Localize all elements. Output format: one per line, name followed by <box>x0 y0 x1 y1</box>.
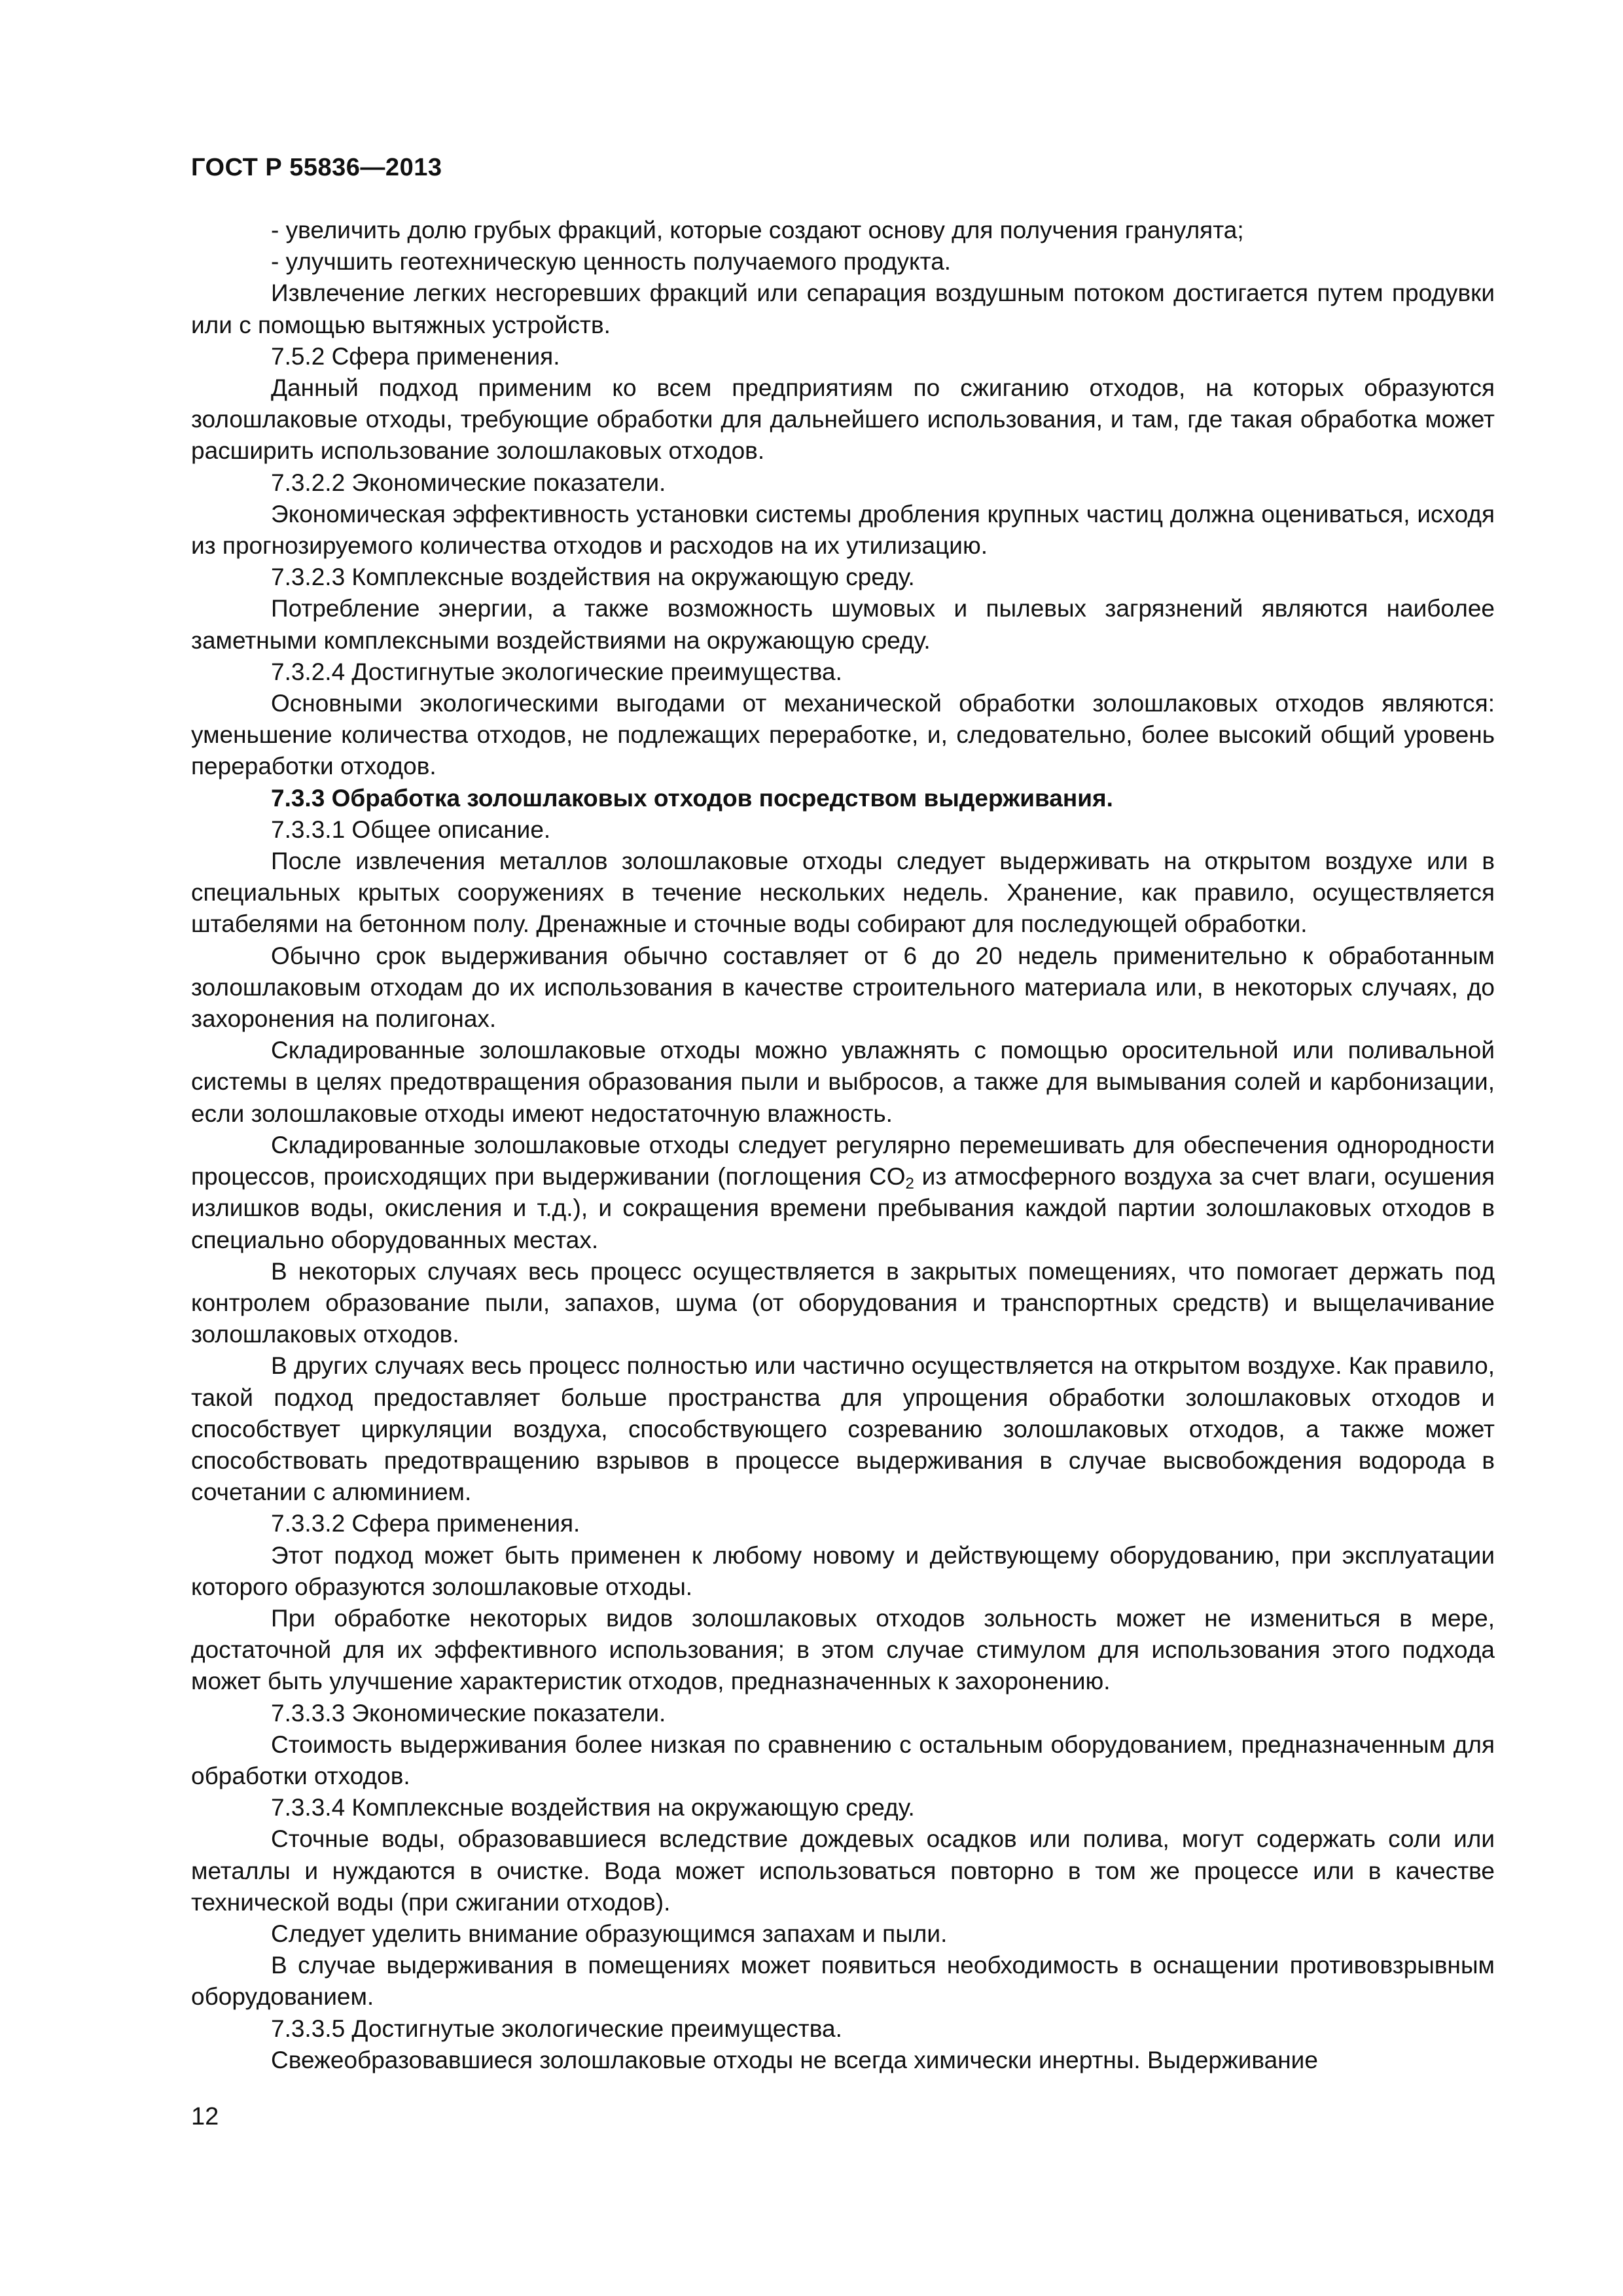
paragraph: Извлечение легких несгоревших фракций или сепарация воздушным потоком достигается путем продувки или с помощью вытяжных устройств. <box>191 279 1495 338</box>
paragraph-part: Складированные золошлаковые отходы следует регулярно перемешивать для обеспечения однородности процессов, происходящих при выдерживании (поглощения CO <box>191 1131 1495 1191</box>
paragraph: - улучшить геотехническую ценность получаемого продукта. <box>271 248 952 276</box>
paragraph: Данный подход применим ко всем предприятиям по сжиганию отходов, на которых образуются золошлаковые отходы, требующие обработки для дальнейшего использования, и там, где такая обработка может расширить использование золошлаковых отходов. <box>191 374 1495 465</box>
paragraph: - увеличить долю грубых фракций, которые создают основу для получения гранулята; <box>271 217 1244 243</box>
paragraph: В случае выдерживания в помещениях может появиться необходимость в оснащении противовзрывным оборудованием. <box>191 1952 1495 2011</box>
section-heading: 7.3.2.4 Достигнутые экологические преимущества. <box>271 658 842 685</box>
paragraph-co2 <box>191 1130 1495 1256</box>
paragraph: Стоимость выдерживания более низкая по сравнению с остальным оборудованием, предназначенным для обработки отходов. <box>191 1731 1495 1789</box>
paragraph: После извлечения металлов золошлаковые отходы следует выдерживать на открытом воздухе или в специальных крытых сооружениях в течение нескольких недель. Хранение, как правило, осуществляется штабелями на бетонном полу. Дренажные и сточные воды собирают для последующей обработки. <box>191 848 1495 938</box>
paragraph: В некоторых случаях весь процесс осуществляется в закрытых помещениях, что помогает держать под контролем образование пыли, запахов, шума (от оборудования и транспортных средств) и выщелачивание золошлаковых отходов. <box>191 1257 1495 1348</box>
document-header: ГОСТ Р 55836—2013 <box>191 154 442 181</box>
paragraph: Основными экологическими выгодами от механической обработки золошлаковых отходов являются: уменьшение количества отходов, не подлежащих переработке, и, следовательно, более высокий общий уровень переработки отходов. <box>191 690 1495 780</box>
paragraph: Этот подход может быть применен к любому новому и действующему оборудованию, при эксплуатации которого образуются золошлаковые отходы. <box>191 1541 1495 1600</box>
section-heading: 7.3.3.3 Экономические показатели. <box>271 1699 666 1727</box>
section-title: 7.3.3 Обработка золошлаковых отходов посредством выдерживания. <box>271 784 1113 812</box>
paragraph: В других случаях весь процесс полностью или частично осуществляется на открытом воздухе. Как правило, такой подход предоставляет больше пространства для упрощения обработки золошлаковых отходов и способствует циркуляции воздуха, способствующего созреванию золошлаковых отходов, а также может способствовать предотвращению взрывов в процессе выдерживания в случае высвобождения водорода в сочетании с алюминием. <box>191 1352 1495 1506</box>
section-heading: 7.3.3.1 Общее описание. <box>271 816 551 843</box>
paragraph: Следует уделить внимание образующимся запахам и пыли. <box>271 1920 948 1947</box>
paragraph: Складированные золошлаковые отходы можно увлажнять с помощью оросительной или поливальной системы в целях предотвращения образования пыли и выбросов, а также для вымывания солей и карбонизации, если золошлаковые отходы имеют недостаточную влажность. <box>191 1037 1495 1127</box>
section-heading: 7.5.2 Сфера применения. <box>271 342 560 370</box>
paragraph: Сточные воды, образовавшиеся вследствие дождевых осадков или полива, могут содержать соли или металлы и нуждаются в очистке. Вода может использоваться повторно в том же процессе или в качестве технической воды (при сжигании отходов). <box>191 1825 1495 1916</box>
section-heading: 7.3.3.5 Достигнутые экологические преимущества. <box>271 2015 842 2042</box>
paragraph: При обработке некоторых видов золошлаковых отходов зольность может не измениться в мере, достаточной для их эффективного использования; в этом случае стимулом для использования этого подхода может быть улучшение характеристик отходов, предназначенных к захоронению. <box>191 1604 1495 1695</box>
section-heading: 7.3.2.3 Комплексные воздействия на окружающую среду. <box>271 564 915 591</box>
paragraph: Экономическая эффективность установки системы дробления крупных частиц должна оцениваться, исходя из прогнозируемого количества отходов и расходов на их утилизацию. <box>191 500 1495 560</box>
paragraph-part: из атмосферного воздуха за счет влаги, осушения излишков воды, окисления и т.д.), и сокращения времени пребывания каждой партии золошлаковых отходов в специально оборудованных местах. <box>191 1163 1495 1253</box>
section-heading: 7.3.2.2 Экономические показатели. <box>271 469 666 496</box>
subscript: 2 <box>905 1175 914 1193</box>
section-heading: 7.3.3.2 Сфера применения. <box>271 1510 580 1537</box>
section-heading: 7.3.3.4 Комплексные воздействия на окружающую среду. <box>271 1794 915 1821</box>
page-number: 12 <box>191 2103 219 2130</box>
paragraph: Обычно срок выдерживания обычно составляет от 6 до 20 недель применительно к обработанным золошлаковым отходам до их использования в качестве строительного материала или, в некоторых случаях, до захоронения на полигонах. <box>191 942 1495 1033</box>
paragraph: Свежеобразовавшиеся золошлаковые отходы не всегда химически инертны. Выдерживание <box>271 2046 1318 2073</box>
paragraph: Потребление энергии, а также возможность шумовых и пылевых загрязнений являются наиболее заметными комплексными воздействиями на окружающую среду. <box>191 595 1495 654</box>
document-body <box>191 215 1495 2076</box>
